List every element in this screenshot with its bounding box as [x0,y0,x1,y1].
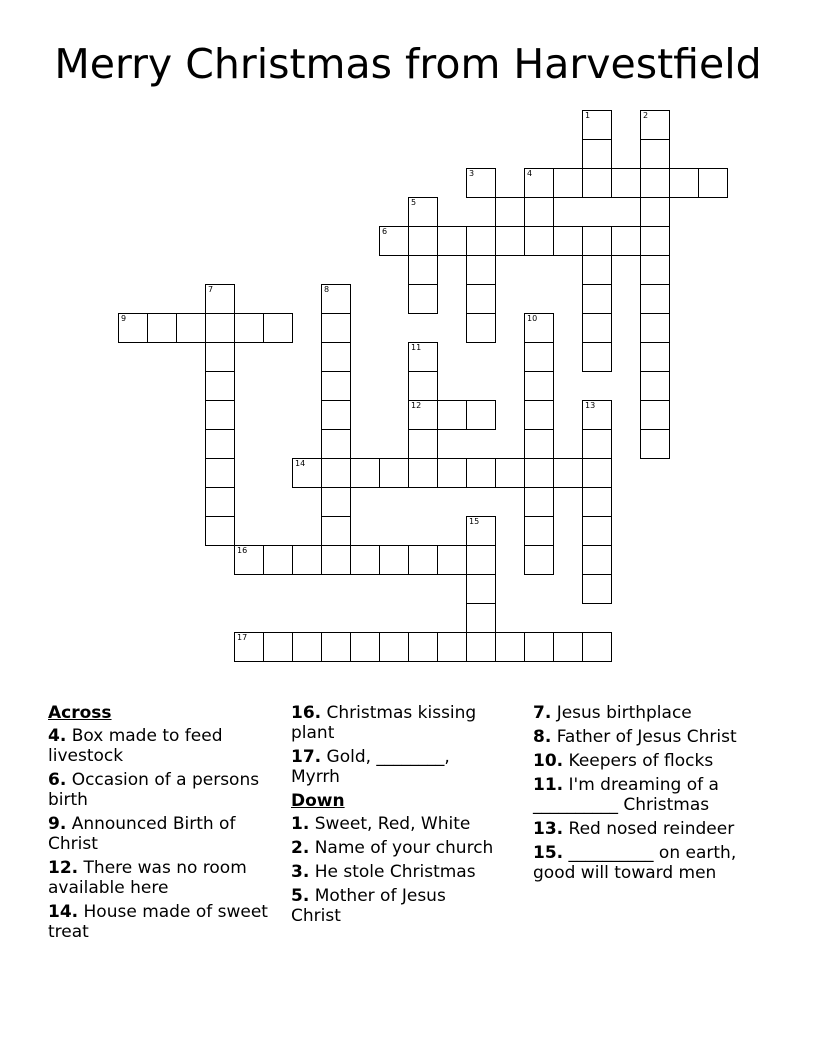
clue-number: 5 [411,198,417,207]
clue-item-text: I'm dreaming of a __________ Christmas [533,775,719,815]
clue-number: 8 [324,285,330,294]
grid-cell[interactable] [582,255,612,285]
grid-cell[interactable] [350,545,380,575]
clue-number: 10 [527,314,538,323]
grid-cell[interactable] [640,110,670,140]
grid-cell[interactable] [495,226,525,256]
clues-column-3 [533,703,763,887]
clue-item-text: Sweet, Red, White [309,814,471,834]
clue-item [291,886,501,926]
clue-item-text: Mother of Jesus Christ [291,886,446,926]
clue-item [291,814,501,834]
grid-cell[interactable] [640,226,670,256]
grid-cell[interactable] [437,458,467,488]
grid-cell[interactable] [640,371,670,401]
grid-cell[interactable] [466,603,496,633]
clue-number: 4 [527,169,533,178]
clue-item-number: 8. [533,727,552,747]
clue-item [291,862,501,882]
grid-cell[interactable] [611,226,641,256]
clue-item [533,703,763,723]
grid-cell[interactable] [408,197,438,227]
grid-cell[interactable] [582,342,612,372]
grid-cell[interactable] [524,197,554,227]
clue-number: 17 [237,633,248,642]
grid-cell[interactable] [205,371,235,401]
clue-item-number: 12. [48,858,79,878]
clue-item [48,814,273,854]
grid-cell[interactable] [205,313,235,343]
grid-cell[interactable] [437,226,467,256]
clue-item-number: 4. [48,726,67,746]
grid-cell[interactable] [437,632,467,662]
grid-cell[interactable] [582,284,612,314]
clue-item [291,838,501,858]
clue-item-text: Occasion of a persons birth [48,770,260,810]
grid-cell[interactable] [408,545,438,575]
grid-cell[interactable] [553,632,583,662]
grid-cell[interactable] [553,458,583,488]
grid-cell[interactable] [582,400,612,430]
grid-cell[interactable] [321,632,351,662]
grid-cell[interactable] [640,284,670,314]
grid-cell[interactable] [640,139,670,169]
grid-cell[interactable] [234,313,264,343]
grid-cell[interactable] [466,168,496,198]
clue-item-number: 10. [533,751,564,771]
grid-cell[interactable] [147,313,177,343]
grid-cell[interactable] [321,545,351,575]
clues-column-2 [291,703,501,930]
grid-cell[interactable] [582,313,612,343]
grid-cell[interactable] [321,516,351,546]
grid-cell[interactable] [495,197,525,227]
grid-cell[interactable] [350,632,380,662]
grid-cell[interactable] [466,632,496,662]
grid-cell[interactable] [321,400,351,430]
clue-item-number: 11. [533,775,564,795]
grid-cell[interactable] [524,632,554,662]
grid-cell[interactable] [263,545,293,575]
clue-number: 6 [382,227,388,236]
grid-cell[interactable] [640,168,670,198]
grid-cell[interactable] [408,458,438,488]
grid-cell[interactable] [379,545,409,575]
grid-cell[interactable] [466,226,496,256]
grid-cell[interactable] [553,168,583,198]
grid-cell[interactable] [466,574,496,604]
clue-item [291,747,501,787]
clue-item-number: 13. [533,819,564,839]
grid-cell[interactable] [524,429,554,459]
clue-number: 14 [295,459,306,468]
clue-item [48,770,273,810]
grid-cell[interactable] [379,458,409,488]
grid-cell[interactable] [524,400,554,430]
grid-cell[interactable] [321,458,351,488]
grid-cell[interactable] [524,342,554,372]
grid-cell[interactable] [205,429,235,459]
clue-item-number: 6. [48,770,67,790]
grid-cell[interactable] [640,255,670,285]
grid-cell[interactable] [466,284,496,314]
grid-cell[interactable] [524,313,554,343]
grid-cell[interactable] [321,284,351,314]
clue-item-number: 3. [291,862,310,882]
grid-cell[interactable] [263,313,293,343]
grid-cell[interactable] [582,574,612,604]
grid-cell[interactable] [466,400,496,430]
grid-cell[interactable] [408,342,438,372]
grid-cell[interactable] [495,632,525,662]
grid-cell[interactable] [466,255,496,285]
grid-cell[interactable] [321,342,351,372]
grid-cell[interactable] [205,516,235,546]
grid-cell[interactable] [205,342,235,372]
grid-cell[interactable] [582,139,612,169]
grid-cell[interactable] [524,545,554,575]
clue-item [533,751,763,771]
grid-cell[interactable] [321,313,351,343]
clue-item-number: 15. [533,843,564,863]
grid-cell[interactable] [466,458,496,488]
grid-cell[interactable] [408,632,438,662]
grid-cell[interactable] [640,197,670,227]
grid-cell[interactable] [582,516,612,546]
clue-item-text: Jesus birthplace [551,703,692,723]
grid-cell[interactable] [234,545,264,575]
clue-item-text: Keepers of flocks [563,751,714,771]
grid-cell[interactable] [408,400,438,430]
clue-item [533,843,763,883]
grid-cell[interactable] [321,487,351,517]
clue-item-text: There was no room available here [48,858,247,898]
clue-item [48,858,273,898]
grid-cell[interactable] [524,371,554,401]
grid-cell[interactable] [408,284,438,314]
clue-item [48,726,273,766]
clue-item-text: Announced Birth of Christ [48,814,236,854]
grid-cell[interactable] [582,168,612,198]
grid-cell[interactable] [234,632,264,662]
clue-item-number: 1. [291,814,310,834]
clue-item [291,703,501,743]
grid-cell[interactable] [582,487,612,517]
clue-number: 3 [469,169,475,178]
clue-item-text: Name of your church [309,838,494,858]
clue-item-text: Red nosed reindeer [563,819,735,839]
grid-cell[interactable] [437,400,467,430]
grid-cell[interactable] [582,429,612,459]
clue-item-text: __________ on earth, good will toward men [533,843,737,883]
clue-item-number: 16. [291,703,322,723]
clue-item [533,819,763,839]
grid-cell[interactable] [524,226,554,256]
clue-item-text: House made of sweet treat [48,902,268,942]
grid-cell[interactable] [205,400,235,430]
grid-cell[interactable] [640,342,670,372]
clue-number: 15 [469,517,480,526]
grid-cell[interactable] [408,371,438,401]
clue-item-number: 17. [291,747,322,767]
clue-item [533,727,763,747]
grid-cell[interactable] [640,313,670,343]
clue-item-number: 7. [533,703,552,723]
grid-cell[interactable] [408,429,438,459]
grid-cell[interactable] [321,371,351,401]
clue-item-number: 9. [48,814,67,834]
grid-cell[interactable] [669,168,699,198]
puzzle-title: Merry Christmas from Harvestfield [54,40,762,88]
grid-cell[interactable] [466,545,496,575]
grid-cell[interactable] [524,487,554,517]
grid-cell[interactable] [582,110,612,140]
grid-cell[interactable] [321,429,351,459]
grid-cell[interactable] [495,458,525,488]
clue-number: 7 [208,285,214,294]
grid-cell[interactable] [582,545,612,575]
clue-item-text: Father of Jesus Christ [551,727,737,747]
grid-cell[interactable] [205,284,235,314]
grid-cell[interactable] [263,632,293,662]
grid-cell[interactable] [466,516,496,546]
grid-cell[interactable] [524,168,554,198]
clue-item-text: Gold, ________, Myrrh [291,747,450,787]
grid-cell[interactable] [118,313,148,343]
clue-number: 1 [585,111,591,120]
grid-cell[interactable] [292,458,322,488]
clue-number: 12 [411,401,422,410]
clue-number: 11 [411,343,422,352]
grid-cell[interactable] [611,168,641,198]
grid-cell[interactable] [379,632,409,662]
clue-item-number: 14. [48,902,79,922]
clue-item-number: 5. [291,886,310,906]
grid-cell[interactable] [408,226,438,256]
grid-cell[interactable] [292,545,322,575]
grid-cell[interactable] [437,545,467,575]
grid-cell[interactable] [350,458,380,488]
clue-number: 2 [643,111,649,120]
clue-item-text: Box made to feed livestock [48,726,223,766]
clue-item-text: He stole Christmas [309,862,476,882]
grid-cell[interactable] [408,255,438,285]
grid-cell[interactable] [640,429,670,459]
clue-number: 16 [237,546,248,555]
grid-cell[interactable] [582,632,612,662]
clue-section-heading: Down [291,791,345,811]
clue-number: 13 [585,401,596,410]
clue-item-number: 2. [291,838,310,858]
clue-section-heading: Across [48,703,112,723]
grid-cell[interactable] [582,226,612,256]
grid-cell[interactable] [640,400,670,430]
clue-item [533,775,763,815]
grid-cell[interactable] [176,313,206,343]
grid-cell[interactable] [582,458,612,488]
grid-cell[interactable] [205,458,235,488]
clues-column-1 [48,703,273,946]
grid-cell[interactable] [205,487,235,517]
grid-cell[interactable] [553,226,583,256]
grid-cell[interactable] [698,168,728,198]
clue-item-text: Christmas kissing plant [291,703,477,743]
grid-cell[interactable] [524,458,554,488]
grid-cell[interactable] [466,313,496,343]
clue-item [48,902,273,942]
grid-cell[interactable] [524,516,554,546]
clue-number: 9 [121,314,127,323]
grid-cell[interactable] [379,226,409,256]
grid-cell[interactable] [292,632,322,662]
